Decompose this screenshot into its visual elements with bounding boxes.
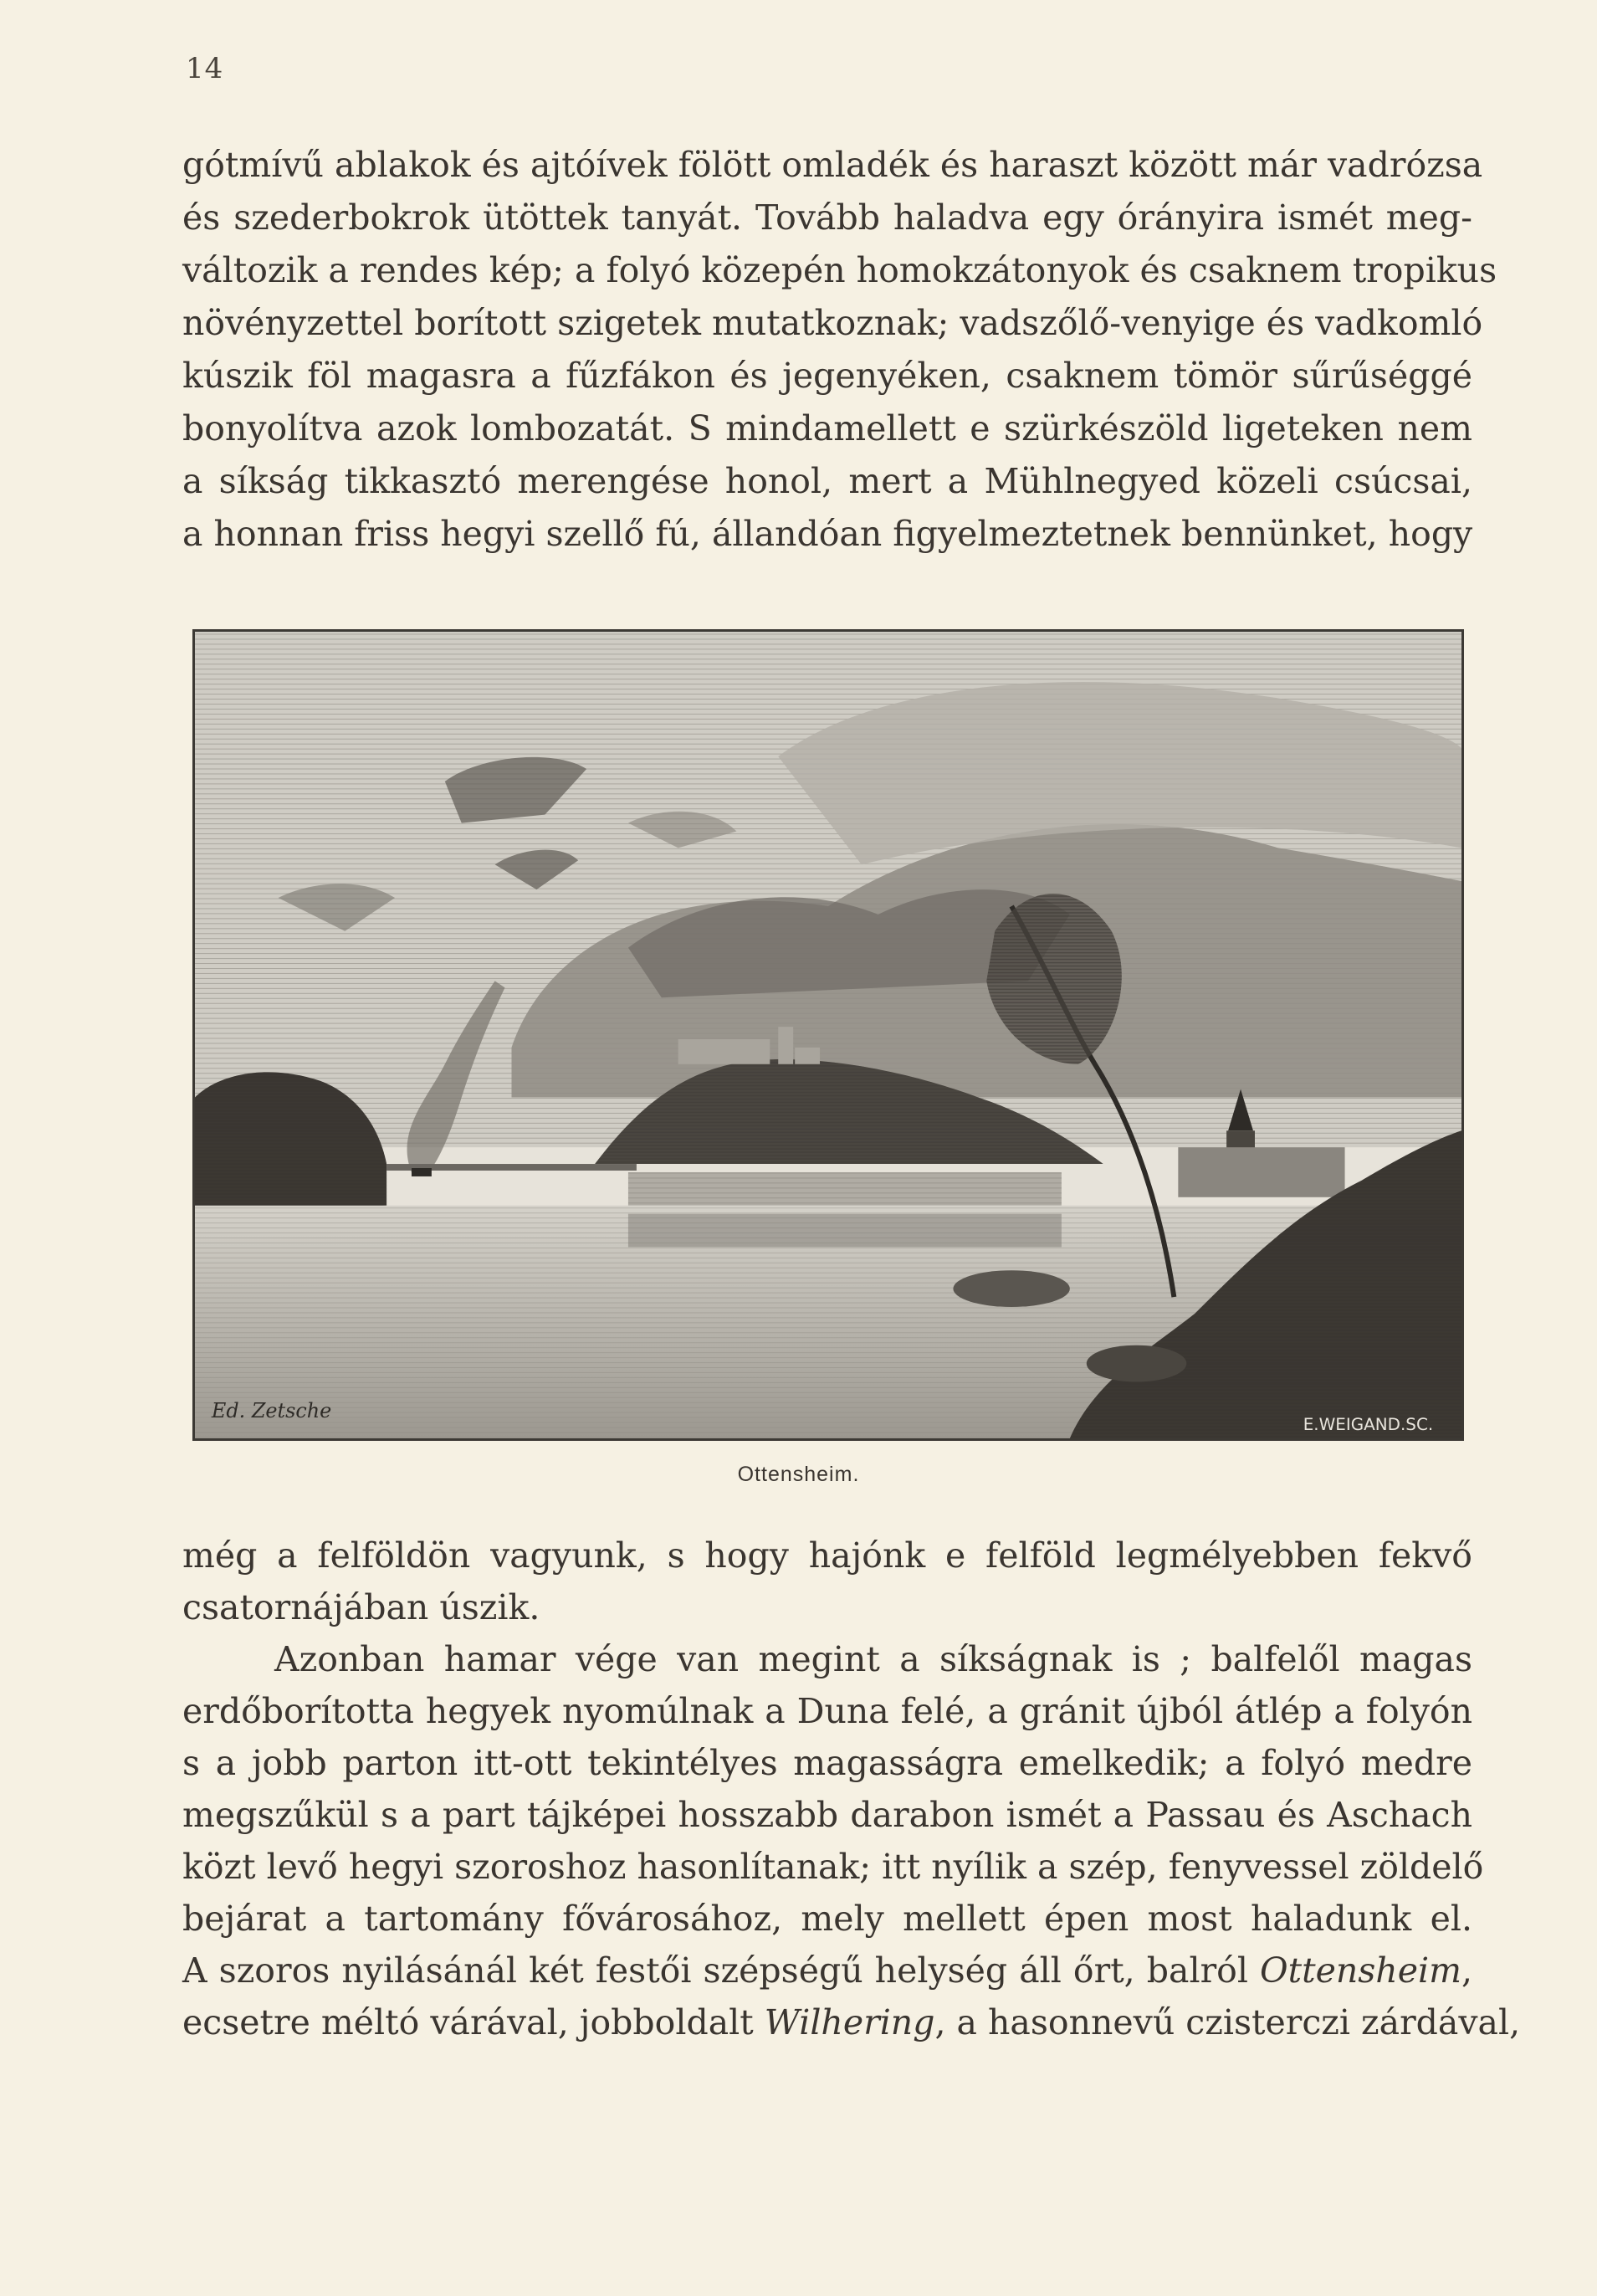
text-line: megszűkül s a part tájképei hosszabb darabon ismét a Passau és Aschach bbox=[182, 1795, 1472, 1835]
engraver-signature: E.WEIGAND.SC. bbox=[1303, 1415, 1434, 1435]
paragraph-bottom bbox=[182, 1530, 1521, 2048]
place-name-ottensheim: Ottensheim bbox=[1260, 1950, 1461, 1991]
text-line: kúszik föl magasra a fűzfákon és jegenyéken, csaknem tömör sűrűséggé bbox=[182, 356, 1472, 396]
text-fragment: , bbox=[1461, 1950, 1472, 1991]
artist-signature: Ed. Zetsche bbox=[211, 1399, 332, 1423]
text-line: gótmívű ablakok és ajtóívek fölött omladék és haraszt között már vadrózsa bbox=[182, 145, 1483, 185]
text-fragment: ecsetre méltó várával, jobboldalt bbox=[182, 2002, 765, 2042]
text-line: növényzettel borított szigetek mutatkoznak; vadszőlő-venyige és vadkomló bbox=[182, 303, 1483, 343]
text-line: még a felföldön vagyunk, s hogy hajónk e felföld legmélyebben fekvő bbox=[182, 1535, 1472, 1576]
text-fragment: , a hasonnevű czisterczi zárdával, bbox=[934, 2002, 1521, 2042]
text-line: bejárat a tartomány fővárosához, mely mellett épen most haladunk el. bbox=[182, 1899, 1472, 1939]
text-line: a síkság tikkasztó merengése honol, mert a Mühlnegyed közeli csúcsai, bbox=[182, 461, 1472, 501]
page-number: 14 bbox=[186, 52, 224, 85]
text-line: és szederbokrok ütöttek tanyát. Tovább haladva egy órányira ismét meg- bbox=[182, 197, 1472, 238]
text-line: csatornájában úszik. bbox=[182, 1587, 540, 1627]
text-line bbox=[182, 1945, 1472, 1996]
text-line: közt levő hegyi szoroshoz hasonlítanak; itt nyílik a szép, fenyvessel zöldelő bbox=[182, 1847, 1484, 1887]
text-line: változik a rendes kép; a folyó közepén homokzátonyok és csaknem tropikus bbox=[182, 250, 1497, 290]
text-line bbox=[182, 1996, 1521, 2048]
text-line: erdőborította hegyek nyomúlnak a Duna felé, a gránit újból átlép a folyón bbox=[182, 1691, 1472, 1731]
illustration-caption: Ottensheim. bbox=[737, 1463, 860, 1486]
paragraph-top bbox=[182, 139, 1497, 561]
text-line: a honnan friss hegyi szellő fú, állandóan figyelmeztetnek bennünket, hogy bbox=[182, 514, 1473, 554]
text-line: s a jobb parton itt-ott tekintélyes magasságra emelkedik; a folyó medre bbox=[182, 1743, 1472, 1783]
place-name-wilhering: Wilhering bbox=[764, 2002, 935, 2042]
text-fragment: A szoros nyilásánál két festői szépségű helység áll őrt, balról bbox=[182, 1950, 1261, 1991]
engraving-image bbox=[195, 632, 1461, 1438]
engraving-ottensheim bbox=[192, 629, 1464, 1441]
text-line: bonyolítva azok lombozatát. S mindamellett e szürkészöld ligeteken nem bbox=[182, 408, 1472, 448]
text-line: Azonban hamar vége van megint a síkságnak is ; balfelől magas bbox=[274, 1639, 1472, 1679]
